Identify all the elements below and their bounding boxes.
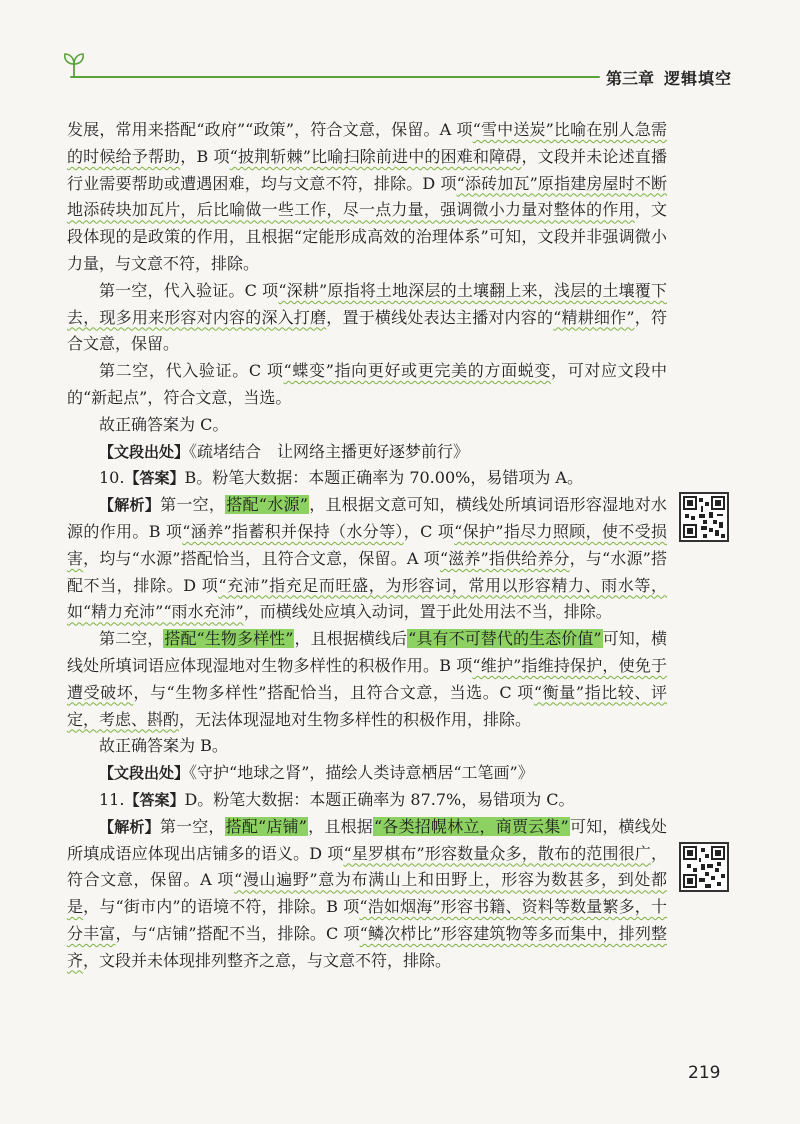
- question-number: 10.: [99, 468, 125, 488]
- source-line: 【文段出处】《守护“地球之肾”，描绘人类诗意栖居“工笔画”》: [99, 763, 534, 783]
- page-content: [67, 117, 667, 975]
- answer-line: 故正确答案为 C。: [99, 414, 229, 434]
- source-line: 【文段出处】《疏堵结合 让网络主播更好逐梦前行》: [99, 441, 470, 461]
- answer-heading: 10.【答案】B。粉笔大数据：本题正确率为 70.00%，易错项为 A。: [99, 468, 583, 488]
- chapter-number: 第三章: [606, 69, 655, 88]
- qr-code-icon[interactable]: [679, 492, 729, 542]
- paragraph: 【解析】第一空，搭配“水源”，且根据文意可知，横线处所填词语形容湿地对水源的作用。B 项“涵养”指蓄积并保持（水分等），C 项“保护”指尽力照顾，使不受损害，均与“水源”搭配恰当，且符合文意，保留。A 项“滋养”指供给养分，与“水源”搭配不当，排除。D 项“充沛”指充足而旺盛，为形容词，常用以形容精力、雨水等，如“精力充沛”“雨水充沛”，而横线处应填入动词，置于此处用法不当，排除。: [67, 495, 667, 622]
- answer-heading: 11.【答案】D。粉笔大数据：本题正确率为 87.7%，易错项为 C。: [99, 789, 575, 809]
- highlight: 搭配“生物多样性”: [164, 629, 294, 649]
- paragraph: 第一空，代入验证。C 项“深耕”原指将土地深层的土壤翻上来，浅层的土壤覆下去，现多用来形容对内容的深入打磨，置于横线处表达主播对内容的“精耕细作”，符合文意，保留。: [67, 280, 667, 354]
- highlight: 搭配“店铺”: [225, 816, 307, 836]
- page-number: 219: [688, 1063, 721, 1083]
- highlight: “具有不可替代的生态价值”: [408, 629, 602, 649]
- page-header: [0, 0, 800, 100]
- chapter-title: 逻辑填空: [664, 69, 733, 88]
- highlight: 搭配“水源”: [226, 495, 308, 515]
- paragraph: 发展，常用来搭配“政府”“政策”，符合文意，保留。A 项“雪中送炭”比喻在别人急需的时候给予帮助，B 项“披荆斩棘”比喻扫除前进中的困难和障碍，文段并未论述直播行业需要帮助或遭遇困难，均与文意不符，排除。D 项“添砖加瓦”原指建房屋时不断地添砖块加瓦片，后比喻做一些工作，尽一点力量，强调微小力量对整体的作用，文段体现的是政策的作用，且根据“定能形成高效的治理体系”可知，文段并非强调微小力量，与文意不符，排除。: [67, 120, 667, 273]
- answer-label: 【答案】: [124, 790, 185, 809]
- header-divider: [70, 76, 600, 78]
- paragraph: 【解析】第一空，搭配“店铺”，且根据“各类招幌林立，商贾云集”可知，横线处所填成语应体现出店铺多的语义。D 项“星罗棋布”形容数量众多，散布的范围很广，符合文意，保留。A 项“漫山遍野”意为布满山上和田野上，形容为数甚多，到处都是，与“街市内”的语境不符，排除。B 项“浩如烟海”形容书籍、资料等数量繁多，十分丰富，与“店铺”搭配不当，排除。C 项“鳞次栉比”形容建筑物等多而集中，排列整齐，文段并未体现排列整齐之意，与文意不符，排除。: [67, 816, 667, 970]
- answer-label: 【答案】: [124, 469, 185, 488]
- analysis-label: 【解析】: [99, 817, 160, 836]
- source-label: 【文段出处】: [99, 764, 190, 783]
- qr-pattern: [683, 846, 725, 888]
- paragraph: 第二空，代入验证。C 项“蝶变”指向更好或更完美的方面蜕变，可对应文段中的“新起点”，符合文意，当选。: [67, 361, 667, 407]
- chapter-heading: [606, 66, 732, 89]
- question-number: 11.: [99, 789, 125, 809]
- qr-code-icon[interactable]: [679, 842, 729, 892]
- analysis-label: 【解析】: [99, 496, 161, 515]
- answer-line: 故正确答案为 B。: [99, 736, 228, 756]
- source-label: 【文段出处】: [99, 442, 190, 461]
- highlight: “各类招幌林立，商贾云集”: [373, 816, 569, 836]
- paragraph: 第二空，搭配“生物多样性”，且根据横线后“具有不可替代的生态价值”可知，横线处所填词语应体现湿地对生物多样性的积极作用。B 项“维护”指维持保护，使免于遭受破坏，与“生物多样性”搭配恰当，且符合文意，当选。C 项“衡量”指比较、评定，考虑、斟酌，无法体现湿地对生物多样性的积极作用，排除。: [67, 629, 667, 729]
- qr-pattern: [683, 496, 725, 538]
